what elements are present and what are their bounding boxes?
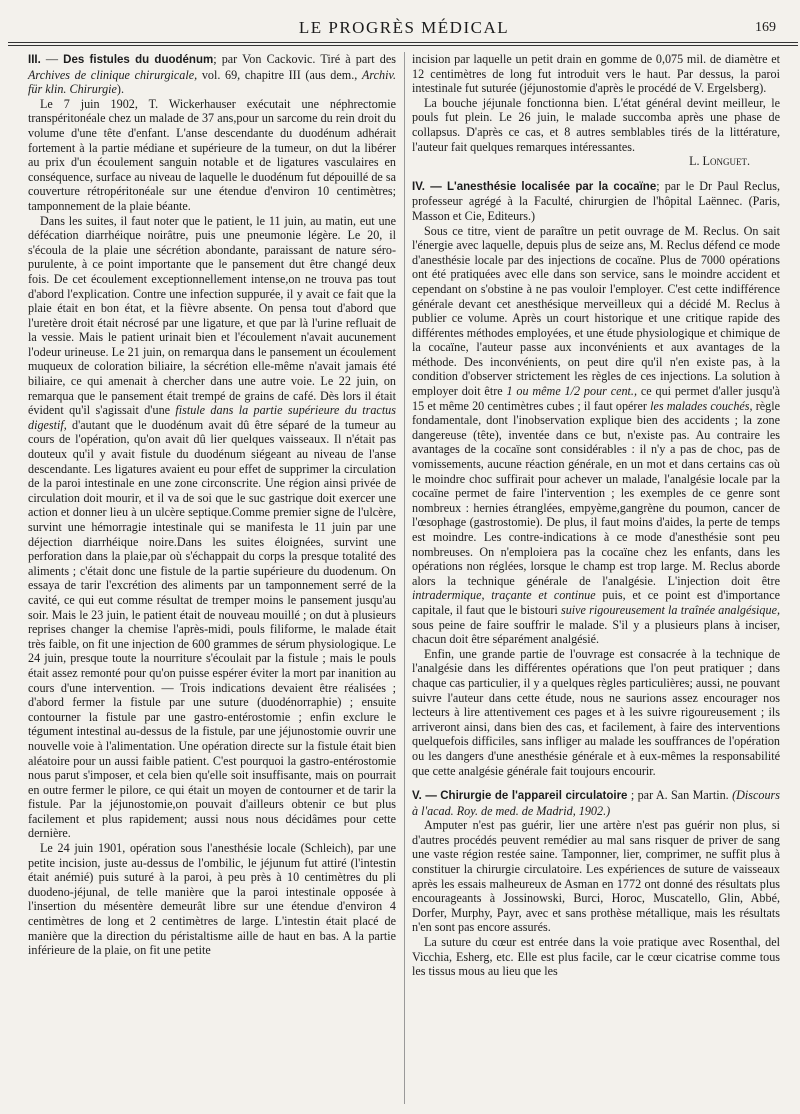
section-3-details: vol. 69, chapitre III (aus dem., (197, 67, 362, 82)
right-paragraph-1: incision par laquelle un petit drain en gomme de 0,075 mil. de diamètre et 12 centimètres de long fut introduit vers le haut. Par dessus, la paroi intestinale fut suturée (jéjunostomie d'après le procédé de V. Ergelsberg). (412, 52, 780, 96)
section-5-source: (Discours à l'acad. Roy. de med. de Madrid, 1902.) (412, 788, 780, 818)
section-5-author: ; par A. San Martin. (627, 788, 733, 803)
right-italic-3: intradermique, traçante et continue (412, 588, 596, 603)
left-paragraph-3: Le 24 juin 1901, opération sous l'anesthésie locale (Schleich), par une petite incision, juste au-dessus de l'ombilic, le jéjunum fut attiré (l'intestin était anémié) puis suturé à la paroi, à peu près à 10 centimètres du pli duodeno-jéjunal, de telle manière que la paroi intestinale opposée à l'insertion du mésentère demeurât libre sur une étendue d'environ 4 centimètres de long et 2 centimètres de large. L'intestin était placé de manière que la direction du péristaltisme aille de haut en bas. A la partie inférieure de la plaie, on fit une petite (28, 841, 396, 958)
right-paragraph-5: Amputer n'est pas guérir, lier une artère n'est pas guérir non plus, si d'autres procédés peuvent remédier au mal sans risquer de priver de sang une vaste région restée saine. Tamponner, lier, comprimer, ne suffit plus à constituer la chirurgie circulatoire. Les expériences de suture de vaisseaux après les essais malheureux de Asman en 1772 ont donné des résultats plus encourageants à Jossinowski, Burci, Horoc, Muscatello, Glin, Abbé, Dorfer, Murphy, Payr, avec et sans prothèse métallique, mais les résultats n'en sont pas encore assurés. (412, 818, 780, 935)
left-column (28, 52, 396, 958)
right-column (412, 52, 780, 979)
header-rule-top (8, 42, 798, 43)
section-4-heading (412, 179, 780, 224)
section-5-number: V. — (412, 790, 437, 803)
section-4-title: L'anesthésie localisée par la cocaïne (446, 180, 657, 193)
right-italic-1: 1 ou même 1/2 pour cent., (506, 384, 638, 399)
section-3-number: III. (28, 54, 41, 66)
running-title: LE PROGRÈS MÉDICAL (298, 18, 510, 37)
section-4-author: ; par le Dr Paul Reclus, professeur agrégé à la Faculté, chirurgien de l'hôpital Laënnec. (Paris, Masson et Cie, Editeurs.) (412, 178, 780, 223)
page-number: 169 (755, 20, 776, 35)
section-3-title: Des fistules du duodénum (63, 54, 214, 66)
section-gap (412, 169, 780, 179)
left-paragraph-2-italic: fistule dans la partie supérieure du tractus digestif, (28, 403, 396, 432)
header-rule-bottom (8, 45, 798, 46)
left-paragraph-2a: Dans les suites, il faut noter que le patient, le 11 juin, au matin, eut une défécation diarrhéique noirâtre, puis une pneumonie légère. Le 20, il s'écoula de la plaie une sécrétion abondante, paraissant de nature séro-purulente, à ce point importante que le pansement dut être changé deux fois. De cet écoulement exceptionnellement intense,on ne trouva pas tout d'abord l'explication. Contre une infection suppurée, il y avait ce fait que la plaie était en bon état, et la fièvre absente. On pensa tout d'abord que l'uretère droit était nécrosé par une ligature, et que par là l'urine refluait de la vessie. Mais le patient urinait bien et l'écoulement n'avait aucunement l'odeur urineuse. Le 21 juin, on remarqua dans le pansement un écoulement muqueux de coloration biliaire, la sécrétion elle-même n'avait jamais été biliaire, ce qui amenait à chercher dans une autre voie. Le 22 juin, on remarqua que le pansement était trempé de grains de café. Dès lors il était évident qu'il s'agissait d'une (28, 213, 396, 418)
page-header (28, 0, 780, 42)
right-italic-2: les malades couchés, (650, 398, 753, 413)
section-3-end: ). (116, 82, 124, 97)
section-3-heading: III. — Des fistules du duodénum; par Von Cackovic. Tiré à part des Archives de clinique chirurgicale, vol. 69, chapitre III (aus dem., Archiv. für klin. Chirurgie). (28, 52, 396, 97)
left-paragraph-2b: d'autant que le duodénum avait dû être séparé de la tumeur au cours de l'opération, qu'on avait dû lier quelques vaisseaux. Il n'était pas douteux qu'il y avait fistule du duodénum siégeant au niveau de l'anse descendante. Les ligatures avaient eu pour effet de supprimer la circulation de la paroi intestinale en une zone circonscrite. Une région ainsi privée de circulation doit mourir, et il va de soi que le suc gastrique doit exercer une action et donner lieu à un ulcère septique.Comme premier signe de l'ulcère, survint une hémorragie intestinale qui se manifesta le 11 juin par une déjection diarrhéique noire.Dans les suites éloignées, survint une perforation dans la plaie,par où s'échappait du corps la presque totalité des aliments ; c'était donc une fistule de la partie supérieure du duodenum. On essaya de tarir l'excrétion des aliments par un tamponnement serré de la cavité, ce qui eut comme résultat de tremper moins le pansement jusqu'au soir. Mais le 23 juin, le patient était de nouveau mouillé ; on dut à plusieurs reprises changer la chemise l'après-midi, pouls filiforme, le malade était très faible, on fit une injection de 600 grammes de sérum physiologique. Le 24 juin, presque toute la nourriture s'écoulait par la fistule ; mais le pouls était assez remonté pour qu'on puisse espérer éviter la mort par inanition au cours d'une intervention. — Trois indications devaient être réalisées ; d'abord fermer la fistule par une suture (duodénorraphie) ; ensuite contourner la fistule par une gastro-entérostomie ; enfin exclure le tégument intestinal au-dessus de la fistule, par une jéjunostomie ouvrir une nouvelle voie à l'alimentation. Une opération directe sur la fistule était bien aléatoire pour un aussi faible patient. C'est pourquoi la gastro-entérostomie nous parut s'imposer, et cela bien qu'elle soit insuffisante, mais on pourrait en outre fermer le pilore, ce qui était un moyen de contourner et de tarir la fistule. Par la jéjunostomie,on pouvait d'ailleurs obtenir ce but plus facilement et plus rapidement; aussi nous nous décidâmes pour cette dernière. (28, 417, 396, 841)
right-paragraph-3: Sous ce titre, vient de paraître un petit ouvrage de M. Reclus. On sait l'énergie avec laquelle, depuis plus de seize ans, M. Reclus défend ce mode d'anesthésie locale par des injections de cocaïne. Plus de 7000 opérations ont été pratiquées avec elle dans son service, sans le moindre accident et cependant on s'obstine à ne pas vouloir l'employer. C'est cette indifférence générale devant cet anesthésique merveilleux qui a décidé M. Reclus à publier ce volume. Après un court historique et une critique rapide des différentes méthodes employées, et une étude physiologique et chimique de la cocaïne, l'auteur passe aux inconvénients et aux avantages de la méthode. Des inconvénients, on peut dire qu'il n'en existe pas, à la condition d'observer strictement les règles de ces injections. La solution à employer doit être 1 ou même 1/2 pour cent., ce qui permet d'aller jusqu'à 15 et même 20 centimètres cubes ; il faut opérer les malades couchés, règle fondamentale, dont l'inobservation explique bien des accidents ; la zone dangereuse (tête), inventée dans ce but, n'existe pas. Au contraire les avantages de la cocaïne sont considérables : il n'y a pas de choc, pas de vomissements, aucune réaction générale, en un mot et dans certains cas où le moindre choc suffirait pour achever un malade, l'analgésie locale par la cocaïne permet de faire l'intervention ; les exemples de ce genre sont nombreux : hernies étranglées, empyème,gangrène du poumon, cancer de l'œsophage (gastrostomie). De plus, il faut moins d'aides, la perte de temps est moindre. Les contre-indications à ce mode d'anesthésie sont peu nombreuses. On n'emploiera pas la cocaïne chez les enfants, dans les opérations non réglées, lorsque le champ est trop large. M. Reclus aborde alors la technique générale de l'analgésie. L'injection doit être intradermique, traçante et continue puis, et ce point est d'importance capitale, il faut que le bistouri suive rigoureusement la traînée analgésique, sous peine de faire souffrir le malade. S'il y a plusieurs plans à inciser, chacun doit être séparément analgésié. (412, 223, 780, 647)
section-5-heading (412, 788, 780, 818)
section-5-title: Chirurgie de l'appareil circulatoire (440, 790, 628, 803)
right-paragraph-6: La suture du cœur est entrée dans la voie pratique avec Rosenthal, del Vicchia, Esherg, etc. Elle est plus facile, car le cœur cicatrise comme tous les tissus mous au lieu que les (412, 935, 780, 979)
left-paragraph-2 (28, 214, 396, 842)
section-3-author: ; par Von Cackovic. Tiré à part des (213, 52, 396, 66)
section-3-journal-2: Archiv. für klin. Chirurgie (28, 67, 396, 97)
section-4-number: IV. — (412, 180, 442, 193)
section-gap-2 (412, 778, 780, 788)
section-3-journal: Archives de clinique chirurgicale, (28, 67, 198, 82)
text-columns (28, 52, 780, 1114)
right-paragraph-4: Enfin, une grande partie de l'ouvrage est consacrée à la technique de l'analgésie dans les différentes opérations que l'on peut pratiquer ; dans chaque cas particulier, il y a quelques règles particulières; aussi, ne pouvant suivre l'auteur dans cette étude, nous ne saurions assez encourager nos lecteurs à lire attentivement ces pages et à les suivre rigoureusement ; ils arriveront ainsi, dans bien des cas, et facilement, à faire des interventions quelquefois difficiles, sans infliger au malade les souffrances de l'opération ou les dangers d'une anesthésie générale et à eux-mêmes la responsabilité que cette analgésie générale fait toujours encourir. (412, 646, 780, 778)
right-italic-4: suive rigoureusement la traînée analgésique, (560, 602, 780, 617)
signature-longuet: L. Longuet. (689, 154, 750, 169)
left-paragraph-1: Le 7 juin 1902, T. Wickerhauser exécutait une néphrectomie transpéritonéale chez un malade de 37 ans,pour un sarcome du rein droit du volume d'une tête d'enfant. L'anse descendante du duodénum adhérait fortement à la partie médiane et supérieure de la tumeur, on dut la libérer au prix d'un écoulement sanguin notable et de ligatures vasculaires en conséquence, surface au niveau de laquelle le duodénum fut dépouillé de sa couverture rétropéritonéale sur une étendue d'environ 10 centimètres; tamponnement de la plaie béante. (28, 96, 396, 213)
right-paragraph-2: La bouche jéjunale fonctionna bien. L'état général devint meilleur, le pouls fut plein. Le 26 juin, le malade succomba après une phase de collapsus. D'après ce cas, et 8 autres semblables tirés de la littérature, l'auteur fait quelques remarques intéressantes. (412, 95, 780, 154)
column-divider (404, 52, 405, 1104)
